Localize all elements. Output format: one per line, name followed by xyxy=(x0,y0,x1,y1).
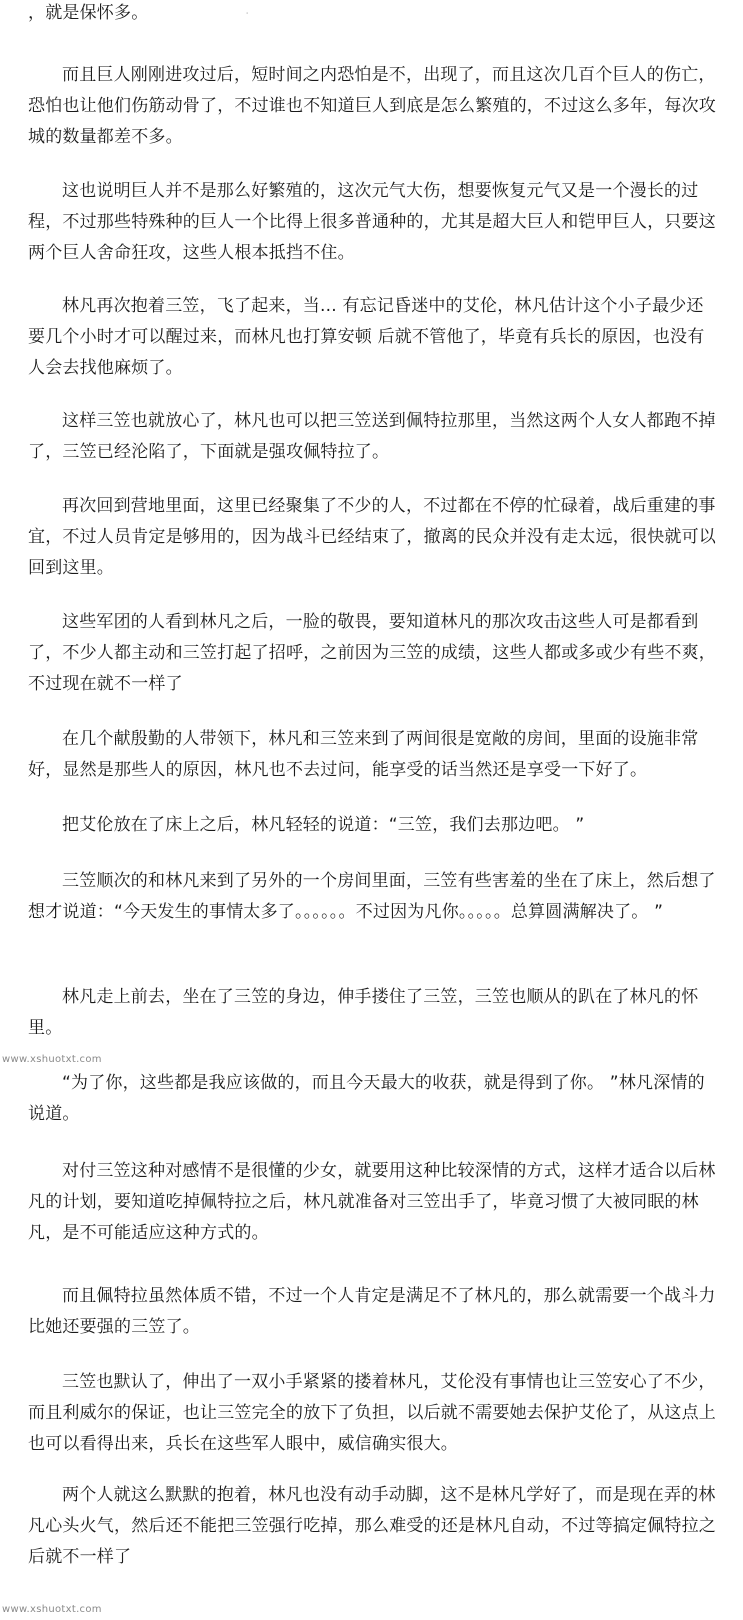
faint-artifact: · xyxy=(245,6,250,22)
paragraph-7: 在几个献殷勤的人带领下，林凡和三笠来到了两间很是宽敞的房间，里面的设施非常好，显然是那些人的原因，林凡也不去过问，能享受的话当然还是享受一下好了。 xyxy=(28,729,699,780)
paragraph-11: “为了你，这些都是我应该做的，而且今天最大的收获，就是得到了你。 ”林凡深情的说道。 xyxy=(28,1073,705,1124)
paragraph-14: 三笠也默认了，伸出了一双小手紧紧的搂着林凡，艾伦没有事情也让三笠安心了不少，而且利威尔的保证，也让三笠完全的放下了负担，以后就不需要她去保护艾伦了，从这点上也可以看得出来，兵长在这些军人眼中，威信确实很大。 xyxy=(28,1372,716,1454)
paragraph-0: ，就是保怀多。 xyxy=(28,3,149,23)
paragraph-8: 把艾伦放在了床上之后，林凡轻轻的说道：“三笠，我们去那边吧。 ” xyxy=(62,815,585,835)
paragraph-9: 三笠顺次的和林凡来到了另外的一个房间里面，三笠有些害羞的坐在了床上，然后想了想才说道：“今天发生的事情太多了。。。。。。不过因为凡你。。。。。总算圆满解决了。 ” xyxy=(28,871,716,922)
paragraph-6: 这些军团的人看到林凡之后，一脸的敬畏，要知道林凡的那次攻击这些人可是都看到了，不少人都主动和三笠打起了招呼，之前因为三笠的成绩，这些人都或多或少有些不爽，不过现在就不一样了 xyxy=(28,612,716,694)
paragraph-2: 这也说明巨人并不是那么好繁殖的，这次元气大伤，想要恢复元气又是一个漫长的过程，不过那些特殊种的巨人一个比得上很多普通种的，尤其是超大巨人和铠甲巨人，只要这两个巨人舍命狂攻，这些人根本抵挡不住。 xyxy=(28,181,716,263)
watermark-text: www.xshuotxt.com xyxy=(2,1054,102,1065)
paragraph-13: 而且佩特拉虽然体质不错，不过一个人肯定是满足不了林凡的，那么就需要一个战斗力比她还要强的三笠了。 xyxy=(28,1286,716,1337)
paragraph-10: 林凡走上前去，坐在了三笠的身边，伸手搂住了三笠，三笠也顺从的趴在了林凡的怀里。 xyxy=(28,987,699,1038)
paragraph-12: 对付三笠这种对感情不是很懂的少女，就要用这种比较深情的方式，这样才适合以后林凡的计划，要知道吃掉佩特拉之后，林凡就准备对三笠出手了，毕竟习惯了大被同眠的林凡，是不可能适应这种方式的。 xyxy=(28,1161,716,1243)
paragraph-15: 两个人就这么默默的抱着，林凡也没有动手动脚，这不是林凡学好了，而是现在弄的林凡心头火气，然后还不能把三笠强行吃掉，那么难受的还是林凡自动，不过等搞定佩特拉之后就不一样了 xyxy=(28,1485,716,1567)
paragraph-1: 而且巨人刚刚进攻过后，短时间之内恐怕是不，出现了，而且这次几百个巨人的伤亡，恐怕也让他们伤筋动骨了，不过谁也不知道巨人到底是怎么繁殖的，不过这么多年，每次攻城的数量都差不多。 xyxy=(28,65,716,147)
watermark-text-bottom: www.xshuotxt.com xyxy=(2,1604,102,1615)
paragraph-4: 这样三笠也就放心了，林凡也可以把三笠送到佩特拉那里，当然这两个人女人都跑不掉了，三笠已经沦陷了，下面就是强攻佩特拉了。 xyxy=(28,411,716,462)
paragraph-3: 林凡再次抱着三笠，飞了起来，当... 有忘记昏迷中的艾伦，林凡估计这个小子最少还要几个小时才可以醒过来，而林凡也打算安顿 后就不管他了，毕竟有兵长的原因，也没有人会去找他麻烦了。 xyxy=(28,296,705,378)
paragraph-5: 再次回到营地里面，这里已经聚集了不少的人，不过都在不停的忙碌着，战后重建的事宜，不过人员肯定是够用的，因为战斗已经结束了，撤离的民众并没有走太远，很快就可以回到这里。 xyxy=(28,496,716,578)
